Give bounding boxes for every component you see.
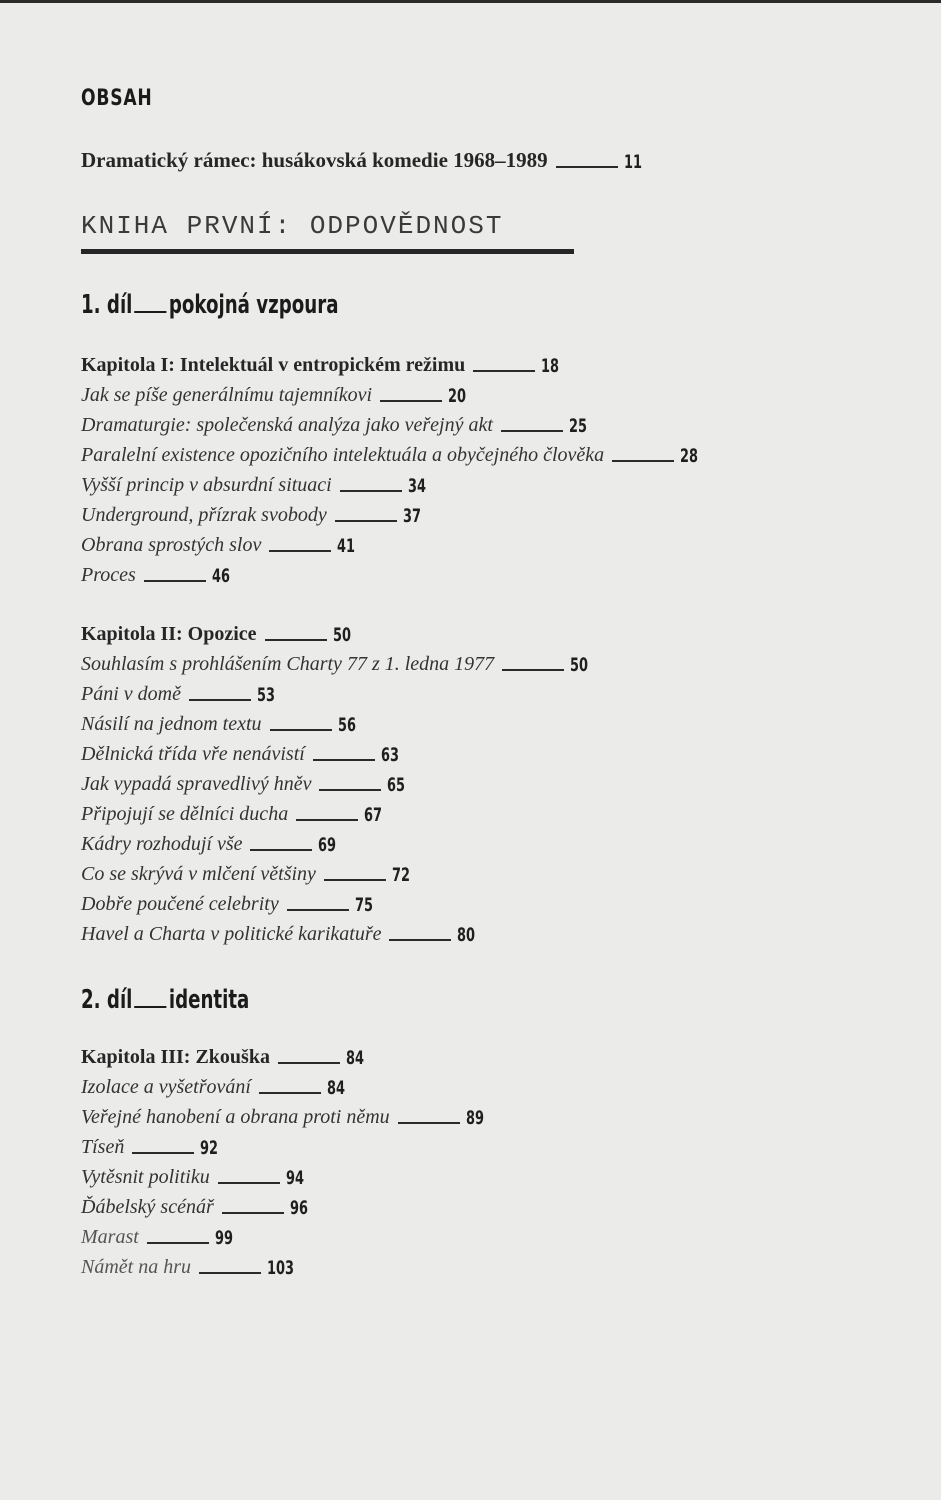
toc-page-number: 94 [285, 1167, 304, 1189]
toc-page-number: 11 [623, 151, 642, 173]
leader-line [278, 1062, 340, 1064]
leader-line [335, 520, 397, 522]
leader-line [250, 849, 312, 851]
toc-page-number: 65 [387, 774, 406, 796]
leader-line [324, 879, 386, 881]
leader-line [199, 1272, 261, 1274]
section-title: Souhlasím s prohlášením Charty 77 z 1. ledna 1977 [81, 653, 495, 675]
section-title: Obrana sprostých slov [81, 534, 262, 556]
chapter-title: Kapitola I: Intelektuál v entropickém režimu [81, 354, 466, 376]
leader-line [222, 1212, 284, 1214]
toc-section[interactable] [81, 833, 345, 856]
toc-section[interactable] [81, 444, 707, 467]
section-title: Jak se píše generálnímu tajemníkovi [81, 384, 373, 406]
toc-page-number: 18 [541, 355, 560, 377]
leader-line [313, 759, 375, 761]
toc-page-number: 67 [364, 804, 383, 826]
leader-line [502, 669, 564, 671]
toc-page-number: 41 [337, 535, 356, 557]
leader-line [380, 400, 442, 402]
part-heading-2 [81, 985, 249, 1015]
toc-entry-title: Dramatický rámec: husákovská komedie 1968–1989 [81, 148, 548, 172]
toc-page-number: 72 [391, 864, 410, 886]
toc-page-number: 53 [256, 684, 275, 706]
section-title: Veřejné hanobení a obrana proti němu [81, 1106, 390, 1128]
toc-section[interactable] [81, 893, 381, 916]
toc-page-number: 69 [318, 834, 337, 856]
leader-line [144, 580, 206, 582]
toc-page-number: 50 [332, 624, 351, 646]
part-number: 1. díl [81, 290, 133, 320]
toc-page-number: 46 [211, 565, 230, 587]
toc-section[interactable] [81, 773, 414, 796]
toc-page-number: 25 [568, 415, 587, 437]
part-number: 2. díl [81, 985, 133, 1015]
part-heading-1 [81, 290, 339, 320]
toc-section[interactable] [81, 384, 474, 407]
toc-section[interactable] [81, 1196, 316, 1219]
toc-section[interactable] [81, 863, 418, 886]
toc-page-number: 34 [407, 475, 426, 497]
toc-page-number: 28 [680, 445, 699, 467]
leader-line [501, 430, 563, 432]
toc-page-number: 20 [448, 385, 467, 407]
toc-page-number: 96 [289, 1197, 308, 1219]
section-title: Proces [81, 564, 136, 586]
leader-line [132, 1152, 194, 1154]
section-title: Připojují se dělníci ducha [81, 803, 289, 825]
section-title: Dramaturgie: společenská analýza jako veřejný akt [81, 414, 493, 436]
section-title: Vyšší princip v absurdní situaci [81, 474, 332, 496]
toc-page-number: 103 [267, 1257, 294, 1279]
toc-page-number: 80 [457, 924, 476, 946]
section-title: Tíseň [81, 1136, 125, 1158]
section-title: Jak vypadá spravedlivý hněv [81, 773, 312, 795]
part-title: identita [168, 985, 250, 1015]
leader-line [147, 1242, 209, 1244]
section-title: Vytěsnit politiku [81, 1166, 210, 1188]
leader-line [473, 370, 535, 372]
toc-section[interactable] [81, 564, 238, 587]
toc-section[interactable] [81, 414, 595, 437]
toc-section[interactable] [81, 1226, 241, 1249]
toc-section[interactable] [81, 653, 597, 676]
toc-page-number: 63 [380, 744, 399, 766]
leader-line [287, 909, 349, 911]
toc-chapter-2[interactable] [81, 623, 359, 646]
section-title: Underground, přízrak svobody [81, 504, 327, 526]
toc-section[interactable] [81, 1166, 312, 1189]
toc-page-number: 75 [354, 894, 373, 916]
toc-section[interactable] [81, 504, 429, 527]
toc-section[interactable] [81, 1136, 227, 1159]
leader-line [218, 1182, 280, 1184]
toc-section[interactable] [81, 1106, 492, 1129]
section-title: Kádry rozhodují vše [81, 833, 243, 855]
section-title: Násilí na jednom textu [81, 713, 262, 735]
section-title: Ďábelský scénář [81, 1196, 214, 1218]
toc-section[interactable] [81, 534, 364, 557]
section-title: Izolace a vyšetřování [81, 1076, 251, 1098]
toc-page-number: 92 [200, 1137, 219, 1159]
book-title-rule [81, 249, 574, 254]
toc-section[interactable] [81, 474, 434, 497]
part-underscore [135, 311, 167, 313]
toc-page-number: 37 [402, 505, 421, 527]
leader-line [389, 939, 451, 941]
leader-line [612, 460, 674, 462]
leader-line [259, 1092, 321, 1094]
leader-line [189, 699, 251, 701]
toc-page-number: 50 [570, 654, 589, 676]
book-title: KNIHA PRVNÍ: ODPOVĚDNOST [81, 211, 504, 241]
section-title: Marast [81, 1226, 139, 1248]
chapter-title: Kapitola III: Zkouška [81, 1046, 270, 1068]
part-title: pokojná vzpoura [168, 290, 339, 320]
toc-section[interactable] [81, 713, 364, 736]
chapter-title: Kapitola II: Opozice [81, 623, 257, 645]
section-title: Dělnická třída vře nenávistí [81, 743, 305, 765]
toc-entry-prelude[interactable] [81, 148, 650, 173]
leader-line [340, 490, 402, 492]
leader-line [398, 1122, 460, 1124]
leader-line [265, 639, 327, 641]
toc-section[interactable] [81, 1256, 307, 1279]
section-title: Páni v domě [81, 683, 181, 705]
toc-page-number: 99 [214, 1227, 233, 1249]
section-title: Paralelní existence opozičního intelektuála a obyčejného člověka [81, 444, 605, 466]
toc-chapter-1[interactable] [81, 354, 568, 377]
leader-line [270, 729, 332, 731]
section-title: Námět na hru [81, 1256, 191, 1278]
leader-line [296, 819, 358, 821]
leader-line [269, 550, 331, 552]
leader-line [556, 166, 618, 168]
leader-line [319, 789, 381, 791]
section-title: Dobře poučené celebrity [81, 893, 279, 915]
toc-section[interactable] [81, 1076, 353, 1099]
part-underscore [135, 1006, 167, 1008]
toc-page-number: 84 [326, 1077, 345, 1099]
section-title: Co se skrývá v mlčení většiny [81, 863, 316, 885]
toc-section[interactable] [81, 683, 283, 706]
toc-section[interactable] [81, 803, 391, 826]
page-title: OBSAH [81, 86, 153, 111]
toc-page-number: 89 [465, 1107, 484, 1129]
toc-section[interactable] [81, 743, 407, 766]
toc-chapter-3[interactable] [81, 1046, 372, 1069]
toc-section[interactable] [81, 923, 484, 946]
section-title: Havel a Charta v politické karikatuře [81, 923, 382, 945]
toc-page-number: 56 [337, 714, 356, 736]
toc-page-number: 84 [345, 1047, 364, 1069]
